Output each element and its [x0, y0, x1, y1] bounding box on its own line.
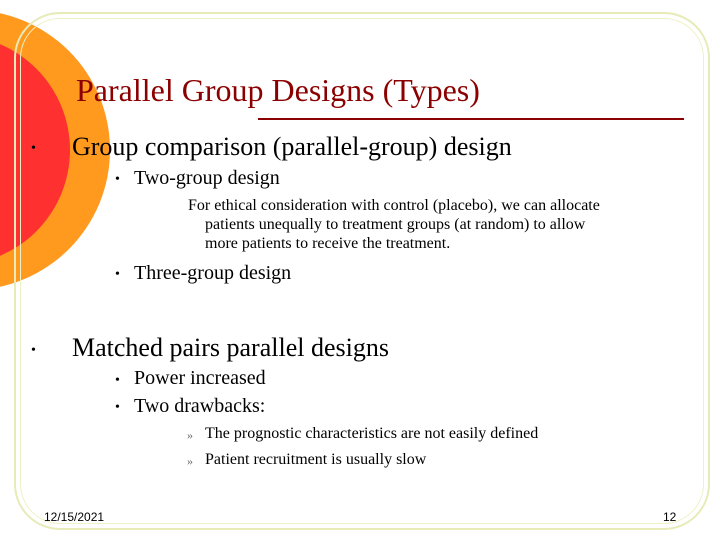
bullet-dot: •	[31, 343, 36, 358]
drawback-prognostic: The prognostic characteristics are not easily defined	[205, 425, 539, 442]
sub-bullet-chevron: »	[187, 428, 193, 442]
bullet-two-drawbacks: Two drawbacks:	[134, 395, 266, 417]
bullet-three-group: Three-group design	[134, 262, 292, 284]
paragraph-line: patients unequally to treatment groups (at random) to allow	[205, 216, 586, 233]
paragraph-line: For ethical consideration with control (placebo), we can allocate	[188, 197, 600, 214]
bullet-dot: •	[31, 141, 36, 156]
page-number: 12	[663, 510, 677, 524]
bullet-dot: •	[115, 172, 120, 187]
sub-bullet-chevron: »	[187, 454, 193, 468]
paragraph-line: more patients to receive the treatment.	[205, 235, 451, 252]
footer-date: 12/15/2021	[44, 510, 105, 524]
bullet-group-comparison: Group comparison (parallel-group) design	[72, 132, 512, 161]
ethical-paragraph	[188, 196, 688, 253]
title-underline	[258, 118, 684, 120]
bullet-dot: •	[115, 373, 120, 388]
bullet-dot: •	[115, 267, 120, 282]
drawback-recruitment: Patient recruitment is usually slow	[205, 451, 427, 468]
bullet-matched-pairs: Matched pairs parallel designs	[72, 333, 389, 362]
slide-title: Parallel Group Designs (Types)	[76, 72, 480, 108]
bullet-dot: •	[115, 400, 120, 415]
bullet-two-group: Two-group design	[134, 167, 280, 189]
bullet-power-increased: Power increased	[134, 367, 266, 389]
